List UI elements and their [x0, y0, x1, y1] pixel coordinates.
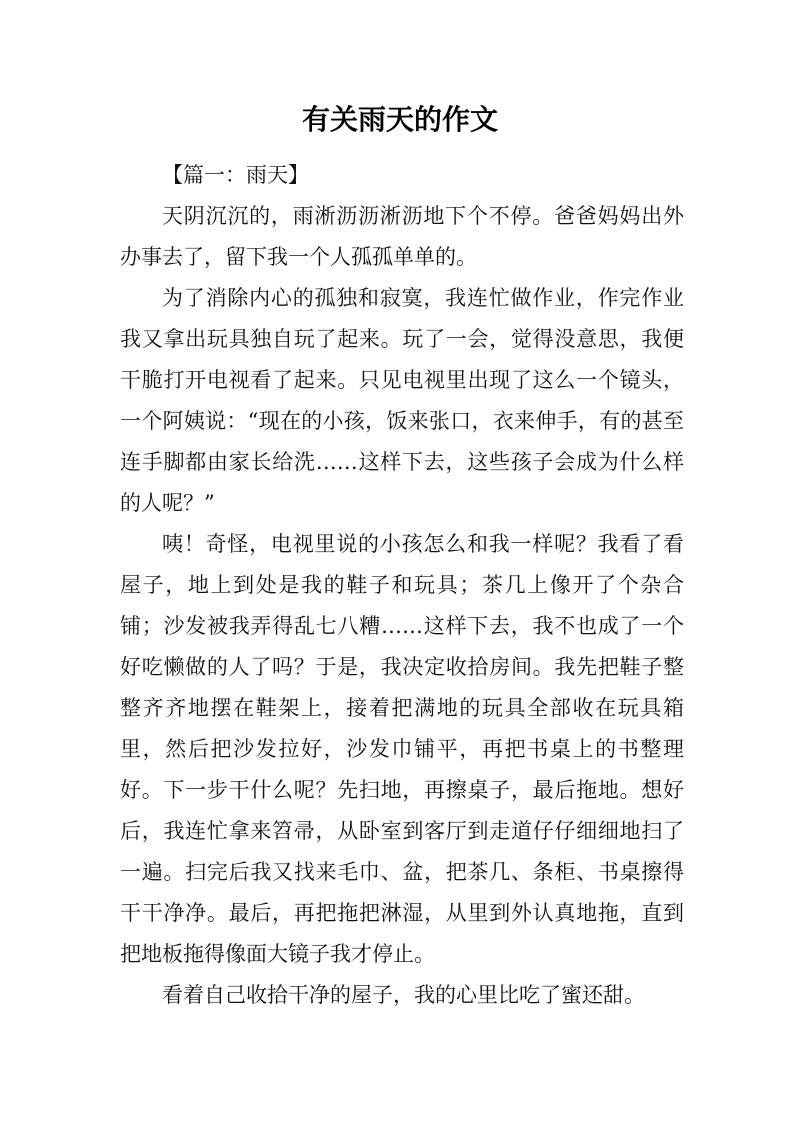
paragraph-4: 看着自己收拾干净的屋子，我的心里比吃了蜜还甜。	[162, 983, 645, 1007]
paragraph-1: 天阴沉沉的，雨淅沥沥淅沥地下个不停。爸爸妈妈出外办事去了，留下我一个人孤孤单单的。	[120, 204, 684, 269]
document-body	[120, 155, 684, 1016]
page-title: 有关雨天的作文	[301, 103, 498, 136]
paragraph-2: 为了消除内心的孤独和寂寞，我连忙做作业，作完作业我又拿出玩具独自玩了起来。玩了一会，觉得没意思，我便干脆打开电视看了起来。只见电视里出现了这么一个镜头，一个阿姨说：“现在的小孩，饭来张口，衣来伸手，有的甚至连手脚都由家长给洗……这样下去，这些孩子会成为什么样的人呢？”	[120, 286, 684, 515]
section-heading: 【篇一：雨天】	[162, 163, 309, 187]
paragraph-3: 咦！奇怪，电视里说的小孩怎么和我一样呢？我看了看屋子，地上到处是我的鞋子和玩具；茶几上像开了个杂合铺；沙发被我弄得乱七八糟……这样下去，我不也成了一个好吃懒做的人了吗？于是，我决定收拾房间。我先把鞋子整整齐齐地摆在鞋架上，接着把满地的玩具全部收在玩具箱里，然后把沙发拉好，沙发巾铺平，再把书桌上的书整理好。下一步干什么呢？先扫地，再擦桌子，最后拖地。想好后，我连忙拿来笤帚，从卧室到客厅到走道仔仔细细地扫了一遍。扫完后我又找来毛巾、盆，把茶几、条柜、书桌擦得干干净净。最后，再把拖把淋湿，从里到外认真地拖，直到把地板拖得像面大镜子我才停止。	[120, 532, 684, 966]
